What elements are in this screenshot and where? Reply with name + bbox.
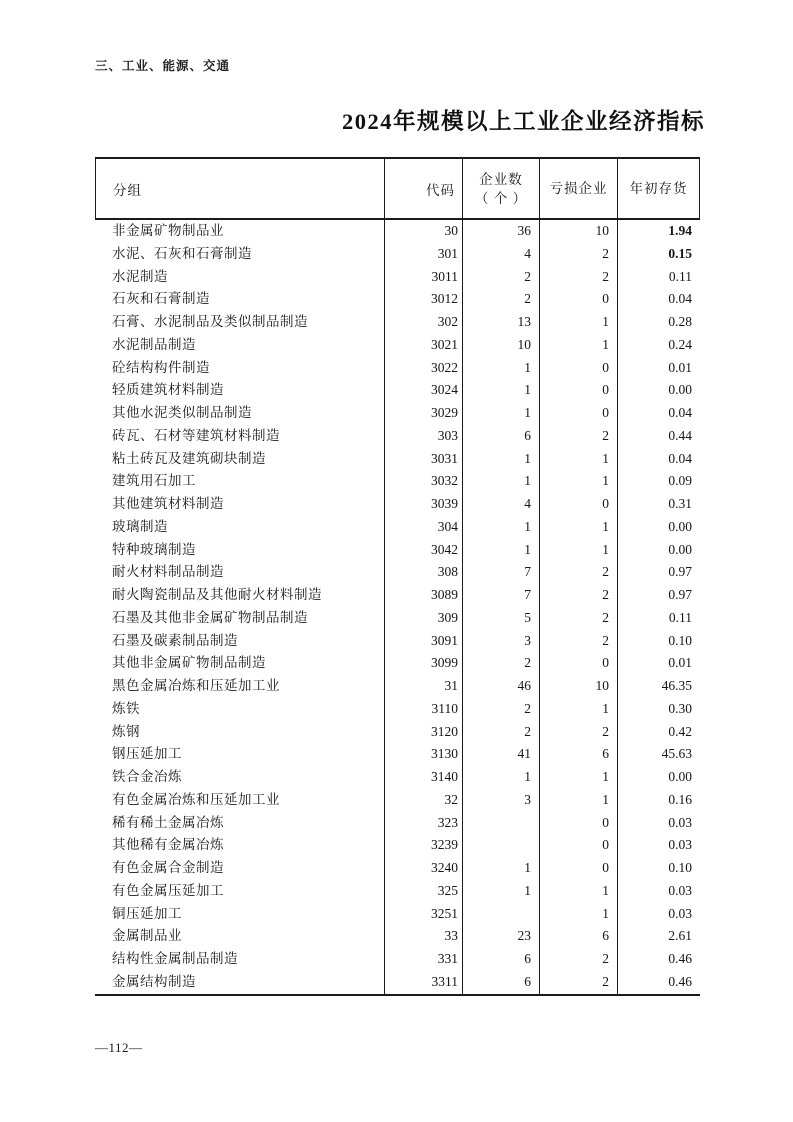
- cell-enterprise-count: 6: [463, 425, 540, 448]
- cell-enterprise-count: 2: [463, 698, 540, 721]
- table-header-row: [95, 159, 700, 220]
- cell-beginning-inventory: 0.30: [668, 700, 692, 716]
- cell-loss-enterprises: 2: [540, 584, 618, 607]
- cell-loss-enterprises: 0: [540, 402, 618, 425]
- cell-enterprise-count: 3: [463, 789, 540, 812]
- cell-beginning-inventory: 0.00: [668, 518, 692, 534]
- table-row: [95, 584, 700, 607]
- header-beginning-inventory: [618, 159, 700, 218]
- table-row: [95, 379, 700, 402]
- cell-beginning-inventory: 0.04: [668, 405, 692, 420]
- table-row: [95, 880, 700, 903]
- cell-group: 金属结构制造: [95, 971, 385, 994]
- cell-enterprise-count: 1: [463, 539, 540, 562]
- cell-enterprise-count: 4: [463, 493, 540, 516]
- cell-code: 3140: [385, 766, 463, 789]
- cell-group: 炼铁: [95, 698, 385, 721]
- cell-group: 特种玻璃制造: [95, 539, 385, 562]
- cell-group: 耐火材料制品制造: [95, 561, 385, 584]
- cell-beginning-inventory: 0.15: [668, 245, 692, 261]
- cell-beginning-inventory: 0.97: [668, 564, 692, 580]
- cell-beginning-inventory: 45.63: [661, 746, 692, 762]
- cell-loss-enterprises: 1: [540, 448, 618, 471]
- table-row: [95, 675, 700, 698]
- cell-code: 3091: [385, 630, 463, 653]
- table-row: [95, 288, 700, 311]
- cell-group: 水泥制品制造: [95, 334, 385, 357]
- cell-group: 钢压延加工: [95, 743, 385, 766]
- header-loss-label: 亏损企业: [549, 181, 608, 196]
- header-enterprise-count-line2: （ 个 ）: [474, 190, 528, 206]
- cell-enterprise-count: 1: [463, 516, 540, 539]
- cell-beginning-inventory: 0.01: [668, 359, 692, 375]
- cell-beginning-inventory: 0.16: [668, 791, 692, 807]
- cell-code: 303: [385, 425, 463, 448]
- table-row: [95, 743, 700, 766]
- cell-loss-enterprises: 2: [540, 266, 618, 289]
- cell-group: 其他稀有金属冶炼: [95, 834, 385, 857]
- table-row: [95, 834, 700, 857]
- table-row: [95, 698, 700, 721]
- table-row: [95, 971, 700, 994]
- table-row: [95, 243, 700, 266]
- cell-code: 31: [385, 675, 463, 698]
- cell-enterprise-count: 2: [463, 266, 540, 289]
- cell-enterprise-count: 1: [463, 857, 540, 880]
- cell-enterprise-count: 3: [463, 630, 540, 653]
- table-row: [95, 448, 700, 471]
- cell-group: 其他建筑材料制造: [95, 493, 385, 516]
- table-row: [95, 402, 700, 425]
- cell-enterprise-count: [463, 812, 540, 835]
- cell-enterprise-count: 1: [463, 880, 540, 903]
- cell-group: 有色金属冶炼和压延加工业: [95, 789, 385, 812]
- cell-group: 建筑用石加工: [95, 470, 385, 493]
- cell-beginning-inventory: 0.00: [668, 382, 692, 398]
- table-row: [95, 561, 700, 584]
- cell-beginning-inventory: 0.00: [668, 769, 692, 784]
- table-row: [95, 812, 700, 835]
- cell-loss-enterprises: 1: [540, 903, 618, 926]
- cell-loss-enterprises: 2: [540, 607, 618, 630]
- cell-beginning-inventory: 0.03: [668, 882, 692, 898]
- cell-enterprise-count: [463, 903, 540, 926]
- cell-group: 石墨及碳素制品制造: [95, 630, 385, 653]
- table-row: [95, 789, 700, 812]
- table-row: [95, 721, 700, 744]
- cell-loss-enterprises: 1: [540, 789, 618, 812]
- cell-group: 稀有稀土金属冶炼: [95, 812, 385, 835]
- table-row: [95, 357, 700, 380]
- cell-group: 金属制品业: [95, 925, 385, 948]
- cell-enterprise-count: 13: [463, 311, 540, 334]
- cell-code: 3089: [385, 584, 463, 607]
- table-row: [95, 334, 700, 357]
- cell-code: 3110: [385, 698, 463, 721]
- table-row: [95, 925, 700, 948]
- cell-enterprise-count: 2: [463, 652, 540, 675]
- cell-beginning-inventory: 0.46: [668, 951, 692, 966]
- cell-code: 32: [385, 789, 463, 812]
- cell-code: 30: [385, 220, 463, 243]
- table-row: [95, 948, 700, 971]
- cell-group: 粘土砖瓦及建筑砌块制造: [95, 448, 385, 471]
- cell-code: 3029: [385, 402, 463, 425]
- cell-loss-enterprises: 1: [540, 311, 618, 334]
- cell-group: 非金属矿物制品业: [95, 220, 385, 243]
- cell-beginning-inventory: 0.10: [668, 860, 692, 875]
- cell-code: 3042: [385, 539, 463, 562]
- cell-code: 3251: [385, 903, 463, 926]
- cell-beginning-inventory: 0.28: [668, 314, 692, 329]
- cell-loss-enterprises: 10: [540, 675, 618, 698]
- table-row: [95, 857, 700, 880]
- table-row: [95, 266, 700, 289]
- cell-loss-enterprises: 2: [540, 243, 618, 266]
- cell-beginning-inventory: 0.97: [668, 587, 692, 602]
- cell-beginning-inventory: 0.31: [668, 496, 692, 511]
- cell-group: 玻璃制造: [95, 516, 385, 539]
- cell-code: 3012: [385, 288, 463, 311]
- cell-loss-enterprises: 2: [540, 948, 618, 971]
- cell-code: 3039: [385, 493, 463, 516]
- cell-enterprise-count: 1: [463, 470, 540, 493]
- cell-enterprise-count: 1: [463, 766, 540, 789]
- header-enterprise-count: [463, 159, 540, 218]
- cell-loss-enterprises: 1: [540, 334, 618, 357]
- cell-code: 3011: [385, 266, 463, 289]
- cell-group: 石墨及其他非金属矿物制品制造: [95, 607, 385, 630]
- table-row: [95, 493, 700, 516]
- cell-code: 302: [385, 311, 463, 334]
- cell-group: 有色金属合金制造: [95, 857, 385, 880]
- cell-enterprise-count: 5: [463, 607, 540, 630]
- cell-beginning-inventory: 0.10: [668, 632, 692, 648]
- cell-loss-enterprises: 0: [540, 834, 618, 857]
- cell-group: 铜压延加工: [95, 903, 385, 926]
- cell-loss-enterprises: 1: [540, 880, 618, 903]
- cell-enterprise-count: 2: [463, 721, 540, 744]
- header-loss-enterprises: [540, 159, 618, 218]
- cell-group: 石膏、水泥制品及类似制品制造: [95, 311, 385, 334]
- cell-enterprise-count: 1: [463, 379, 540, 402]
- cell-group: 结构性金属制品制造: [95, 948, 385, 971]
- cell-beginning-inventory: 0.03: [668, 837, 692, 853]
- table-row: [95, 516, 700, 539]
- cell-code: 3022: [385, 357, 463, 380]
- cell-enterprise-count: 7: [463, 584, 540, 607]
- cell-enterprise-count: 7: [463, 561, 540, 584]
- table-row: [95, 652, 700, 675]
- table-row: [95, 470, 700, 493]
- cell-loss-enterprises: 2: [540, 425, 618, 448]
- cell-enterprise-count: 41: [463, 743, 540, 766]
- cell-enterprise-count: 1: [463, 448, 540, 471]
- table-body: [95, 220, 700, 996]
- cell-beginning-inventory: 0.03: [668, 905, 692, 921]
- cell-beginning-inventory: 46.35: [661, 678, 692, 693]
- cell-loss-enterprises: 2: [540, 971, 618, 994]
- cell-code: 3239: [385, 834, 463, 857]
- cell-loss-enterprises: 0: [540, 357, 618, 380]
- cell-loss-enterprises: 0: [540, 379, 618, 402]
- cell-loss-enterprises: 1: [540, 516, 618, 539]
- header-group: [95, 159, 385, 218]
- cell-loss-enterprises: 0: [540, 288, 618, 311]
- header-enterprise-count-line1: 企业数: [479, 171, 523, 187]
- cell-loss-enterprises: 1: [540, 470, 618, 493]
- cell-enterprise-count: 36: [463, 220, 540, 243]
- cell-enterprise-count: 6: [463, 948, 540, 971]
- cell-code: 3130: [385, 743, 463, 766]
- cell-group: 砼结构构件制造: [95, 357, 385, 380]
- cell-loss-enterprises: 10: [540, 220, 618, 243]
- cell-enterprise-count: 6: [463, 971, 540, 994]
- cell-group: 其他水泥类似制品制造: [95, 402, 385, 425]
- table-row: [95, 607, 700, 630]
- cell-beginning-inventory: 0.04: [668, 291, 692, 307]
- page-number: —112—: [95, 1040, 143, 1055]
- cell-loss-enterprises: 0: [540, 652, 618, 675]
- header-group-label: 分组: [113, 182, 142, 198]
- cell-enterprise-count: 10: [463, 334, 540, 357]
- table-row: [95, 220, 700, 243]
- cell-group: 黑色金属冶炼和压延加工业: [95, 675, 385, 698]
- section-header: 三、工业、能源、交通: [95, 58, 231, 73]
- cell-code: 323: [385, 812, 463, 835]
- cell-code: 301: [385, 243, 463, 266]
- header-inventory-label: 年初存货: [629, 181, 688, 196]
- cell-beginning-inventory: 1.94: [668, 223, 692, 238]
- cell-group: 砖瓦、石材等建筑材料制造: [95, 425, 385, 448]
- cell-beginning-inventory: 0.11: [668, 609, 692, 625]
- cell-code: 3120: [385, 721, 463, 744]
- cell-code: 3240: [385, 857, 463, 880]
- cell-group: 水泥、石灰和石膏制造: [95, 243, 385, 266]
- cell-beginning-inventory: 0.11: [668, 268, 692, 284]
- cell-enterprise-count: 4: [463, 243, 540, 266]
- table-row: [95, 766, 700, 789]
- cell-loss-enterprises: 0: [540, 493, 618, 516]
- cell-beginning-inventory: 0.03: [668, 814, 692, 830]
- cell-loss-enterprises: 2: [540, 630, 618, 653]
- page-title: 2024年规模以上工业企业经济指标: [341, 109, 705, 134]
- cell-beginning-inventory: 0.09: [668, 473, 692, 489]
- cell-loss-enterprises: 2: [540, 721, 618, 744]
- cell-beginning-inventory: 0.04: [668, 450, 692, 466]
- table-row: [95, 539, 700, 562]
- cell-loss-enterprises: 1: [540, 539, 618, 562]
- cell-code: 331: [385, 948, 463, 971]
- cell-group: 炼钢: [95, 721, 385, 744]
- cell-code: 309: [385, 607, 463, 630]
- header-code-label: 代码: [426, 182, 455, 198]
- cell-group: 有色金属压延加工: [95, 880, 385, 903]
- cell-enterprise-count: 23: [463, 925, 540, 948]
- cell-loss-enterprises: 0: [540, 857, 618, 880]
- cell-group: 其他非金属矿物制品制造: [95, 652, 385, 675]
- economic-indicators-table: [95, 157, 700, 996]
- cell-code: 308: [385, 561, 463, 584]
- cell-beginning-inventory: 0.01: [668, 655, 692, 671]
- cell-group: 水泥制造: [95, 266, 385, 289]
- cell-group: 耐火陶瓷制品及其他耐火材料制造: [95, 584, 385, 607]
- cell-beginning-inventory: 0.00: [668, 541, 692, 557]
- cell-enterprise-count: 1: [463, 357, 540, 380]
- cell-group: 石灰和石膏制造: [95, 288, 385, 311]
- table-row: [95, 425, 700, 448]
- cell-loss-enterprises: 6: [540, 925, 618, 948]
- cell-loss-enterprises: 0: [540, 812, 618, 835]
- cell-loss-enterprises: 1: [540, 698, 618, 721]
- cell-beginning-inventory: 2.61: [668, 928, 692, 944]
- cell-code: 3024: [385, 379, 463, 402]
- cell-group: 轻质建筑材料制造: [95, 379, 385, 402]
- cell-code: 3311: [385, 971, 463, 994]
- cell-enterprise-count: 2: [463, 288, 540, 311]
- cell-code: 3021: [385, 334, 463, 357]
- cell-code: 3031: [385, 448, 463, 471]
- table-row: [95, 630, 700, 653]
- cell-enterprise-count: 1: [463, 402, 540, 425]
- header-code: [385, 159, 463, 218]
- cell-group: 铁合金冶炼: [95, 766, 385, 789]
- cell-loss-enterprises: 1: [540, 766, 618, 789]
- cell-code: 3032: [385, 470, 463, 493]
- table-row: [95, 903, 700, 926]
- cell-code: 304: [385, 516, 463, 539]
- cell-enterprise-count: [463, 834, 540, 857]
- cell-beginning-inventory: 0.42: [668, 723, 692, 739]
- cell-loss-enterprises: 6: [540, 743, 618, 766]
- cell-code: 3099: [385, 652, 463, 675]
- table-row: [95, 311, 700, 334]
- cell-code: 33: [385, 925, 463, 948]
- cell-beginning-inventory: 0.46: [668, 973, 692, 989]
- cell-enterprise-count: 46: [463, 675, 540, 698]
- cell-beginning-inventory: 0.24: [668, 336, 692, 352]
- cell-beginning-inventory: 0.44: [668, 427, 692, 443]
- cell-loss-enterprises: 2: [540, 561, 618, 584]
- cell-code: 325: [385, 880, 463, 903]
